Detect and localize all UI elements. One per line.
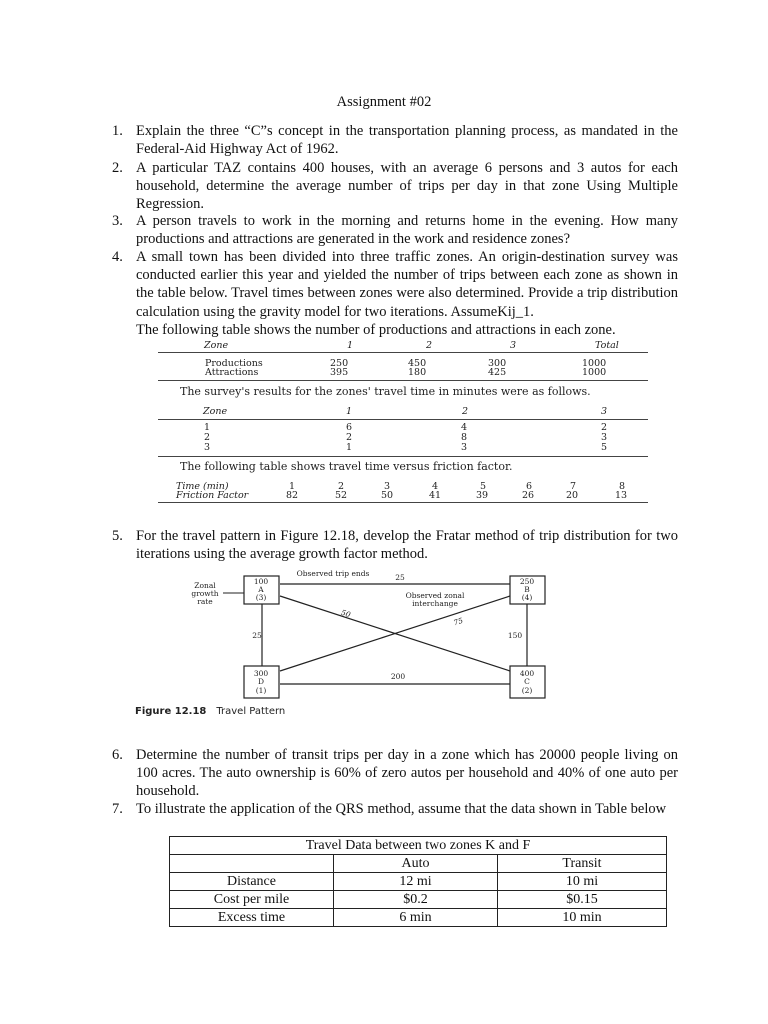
growth-label-line1: Zonal xyxy=(194,581,216,590)
pa-cell: 450 xyxy=(408,358,427,369)
growth-label-line2: growth xyxy=(191,589,219,598)
figure-caption-text: Travel Pattern xyxy=(216,706,286,717)
question-3 xyxy=(112,212,678,248)
table-rule xyxy=(158,502,648,503)
question-5 xyxy=(112,527,678,563)
question-text: Determine the number of transit trips per day in a zone which has 20000 people living on 100 acres. The auto ownership is 60% of zero autos per household and 40% of one auto per household. xyxy=(136,747,678,800)
table-cell: 6 min xyxy=(334,909,498,927)
zone-d-rate: (1) xyxy=(255,686,267,695)
pa-header-total: Total xyxy=(595,340,619,351)
table-row xyxy=(170,837,667,855)
tt-header-1: 1 xyxy=(346,406,353,417)
ff-time: 2 xyxy=(338,481,345,492)
observed-interchange-line2: interchange xyxy=(412,599,458,608)
ff-factor-label: Friction Factor xyxy=(176,490,249,501)
link-dc-value: 200 xyxy=(390,672,406,681)
zone-c-letter: C xyxy=(524,677,530,686)
tt-header-2: 2 xyxy=(462,406,469,417)
ff-value: 39 xyxy=(476,490,489,501)
pa-row-label: Productions xyxy=(205,358,263,369)
question-subtext: The following table shows the number of productions and attractions in each zone. xyxy=(136,321,616,338)
ff-value: 41 xyxy=(429,490,442,501)
ff-time: 7 xyxy=(570,481,577,492)
tt-header-zone: Zone xyxy=(203,406,228,417)
question-text: To illustrate the application of the QRS method, assume that the data shown in Table below xyxy=(136,801,667,817)
pa-header-zone: Zone xyxy=(204,340,229,351)
table-cell: $0.2 xyxy=(334,891,498,909)
question-text: A small town has been divided into three traffic zones. An origin-destination survey was conducted earlier this year and yielded the number of trips between each zone as shown in the table below. Travel times between zones were also determined. Provide a trip distribution calculation using the gravity model for two iterations. AssumeKij_1. xyxy=(136,249,678,320)
pa-cell: 1000 xyxy=(582,367,607,378)
pa-cell: 425 xyxy=(488,367,507,378)
pa-header-1: 1 xyxy=(347,340,354,351)
observed-interchange-line1: Observed zonal xyxy=(405,591,465,600)
question-number: 3. xyxy=(112,213,123,229)
zone-a-trips: 100 xyxy=(253,577,269,586)
pa-header-3: 3 xyxy=(510,340,517,351)
link-ad-value: 25 xyxy=(252,631,262,640)
link-ac-value: 50 xyxy=(339,607,352,620)
table-row xyxy=(170,891,667,909)
table-rule xyxy=(158,352,648,353)
table-cell: 10 min xyxy=(498,909,667,927)
tt-row-label: 3 xyxy=(204,442,211,453)
zone-d-letter: D xyxy=(257,677,265,686)
table-header: Auto xyxy=(334,855,498,873)
ff-value: 82 xyxy=(286,490,299,501)
question-number: 2. xyxy=(112,160,123,176)
link-bc-value: 150 xyxy=(507,631,523,640)
zone-c-rate: (2) xyxy=(521,686,533,695)
figure-caption-label: Figure 12.18 xyxy=(135,706,207,717)
ff-time: 6 xyxy=(526,481,533,492)
ff-time: 1 xyxy=(289,481,296,492)
ff-value: 52 xyxy=(335,490,348,501)
link-bd-value: 75 xyxy=(452,615,465,628)
pa-header-2: 2 xyxy=(426,340,433,351)
travel-data-table xyxy=(169,836,667,927)
pa-cell: 250 xyxy=(330,358,349,369)
zone-b-rate: (4) xyxy=(521,593,533,602)
tt-cell: 5 xyxy=(601,442,608,453)
link-ab-value: 25 xyxy=(395,573,405,582)
tt-cell: 4 xyxy=(461,422,468,433)
tt-cell: 1 xyxy=(346,442,353,453)
zone-d-trips: 300 xyxy=(253,669,269,678)
table-header: Transit xyxy=(498,855,667,873)
question-number: 5. xyxy=(112,528,123,544)
ff-time: 3 xyxy=(384,481,391,492)
question-text: Explain the three “C”s concept in the transportation planning process, as mandated in the Federal-Aid Highway Act of 1962. xyxy=(136,123,678,158)
assignment-title: Assignment #02 xyxy=(336,94,432,110)
question-6 xyxy=(112,746,678,801)
table-cell: $0.15 xyxy=(498,891,667,909)
table-rule xyxy=(158,419,648,420)
table-cell: 10 mi xyxy=(498,873,667,891)
tt-header-3: 3 xyxy=(601,406,608,417)
travel-pattern-figure xyxy=(165,566,565,726)
tt-row-label: 2 xyxy=(204,432,211,443)
ff-value: 50 xyxy=(381,490,394,501)
question-7 xyxy=(112,800,678,818)
observed-trip-ends-label: Observed trip ends xyxy=(296,569,370,578)
question-text: A person travels to work in the morning and returns home in the evening. How many productions and attractions are generated in the work and residence zones? xyxy=(136,213,678,248)
pa-row-label: Attractions xyxy=(205,367,259,378)
question-number: 4. xyxy=(112,249,123,265)
tt-cell: 8 xyxy=(461,432,468,443)
question-text: A particular TAZ contains 400 houses, with an average 6 persons and 3 autos for each household, determine the average number of trips per day in that zone Using Multiple Regression. xyxy=(136,160,678,213)
ff-time-label: Time (min) xyxy=(176,481,229,492)
ff-value: 13 xyxy=(615,490,628,501)
pa-cell: 395 xyxy=(330,367,349,378)
table-cell: Distance xyxy=(170,873,334,891)
growth-label-line3: rate xyxy=(197,597,213,606)
table-rule xyxy=(158,456,648,457)
travel-time-caption: The survey's results for the zones' travel time in minutes were as follows. xyxy=(180,385,591,398)
tt-row-label: 1 xyxy=(204,422,211,433)
figure-caption xyxy=(135,706,285,717)
table-cell: Cost per mile xyxy=(170,891,334,909)
zone-c-trips: 400 xyxy=(519,669,535,678)
table-row xyxy=(170,873,667,891)
ff-value: 26 xyxy=(522,490,535,501)
ff-value: 20 xyxy=(566,490,579,501)
gravity-model-tables xyxy=(158,340,648,505)
tt-cell: 2 xyxy=(601,422,608,433)
zone-a-letter: A xyxy=(258,585,264,594)
table-cell: Excess time xyxy=(170,909,334,927)
question-4 xyxy=(112,248,678,339)
friction-factor-caption: The following table shows travel time versus friction factor. xyxy=(180,460,513,473)
tt-cell: 6 xyxy=(346,422,353,433)
tt-cell: 2 xyxy=(346,432,353,443)
question-1 xyxy=(112,122,678,158)
table-title: Travel Data between two zones K and F xyxy=(170,837,667,855)
pa-cell: 300 xyxy=(488,358,507,369)
ff-time: 4 xyxy=(432,481,439,492)
tt-cell: 3 xyxy=(601,432,608,443)
table-rule xyxy=(158,380,648,381)
zone-a-rate: (3) xyxy=(255,593,267,602)
pa-cell: 1000 xyxy=(582,358,607,369)
ff-time: 8 xyxy=(619,481,626,492)
table-row xyxy=(170,855,667,873)
question-number: 6. xyxy=(112,747,123,763)
question-2 xyxy=(112,159,678,214)
ff-time: 5 xyxy=(480,481,487,492)
question-number: 1. xyxy=(112,123,123,139)
table-cell: 12 mi xyxy=(334,873,498,891)
question-text: For the travel pattern in Figure 12.18, develop the Fratar method of trip distribution for two iterations using the average growth factor method. xyxy=(136,528,678,563)
tt-cell: 3 xyxy=(461,442,468,453)
pa-cell: 180 xyxy=(408,367,427,378)
table-header xyxy=(170,855,334,873)
table-row xyxy=(170,909,667,927)
zone-b-letter: B xyxy=(524,585,530,594)
zone-b-trips: 250 xyxy=(519,577,535,586)
question-number: 7. xyxy=(112,801,123,817)
